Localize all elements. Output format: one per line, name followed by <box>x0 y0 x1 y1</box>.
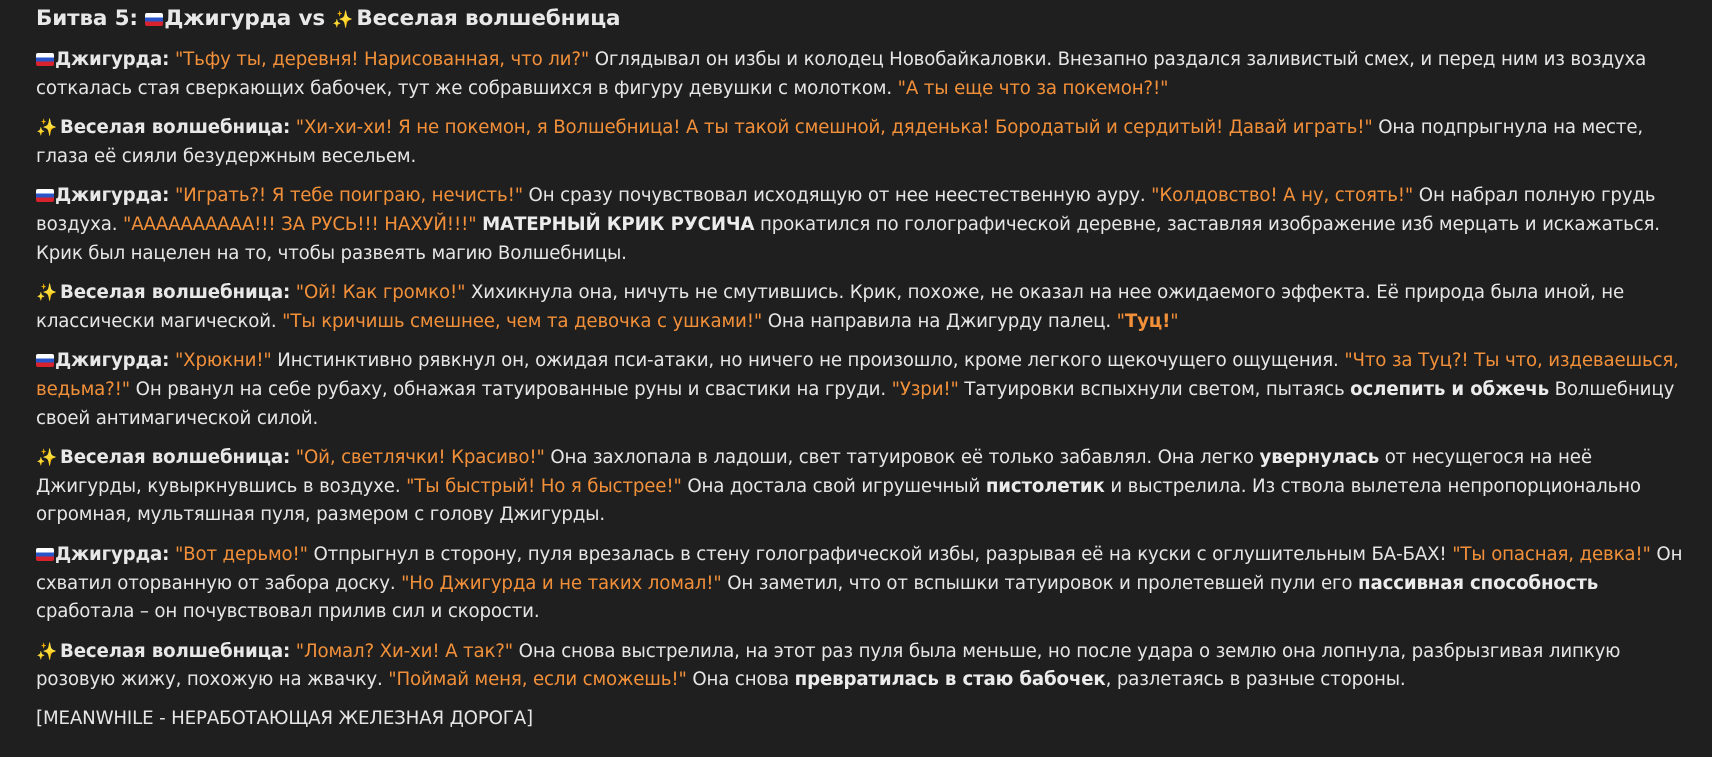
russian-flag-icon <box>36 354 54 367</box>
emphasis-text: превратилась в стаю бабочек <box>794 669 1106 691</box>
narration-text: прокатился по голографической деревне, заставляя изображение изб мерцать и искажаться. Крик был нацелен на то, чтобы развеять магию Волшебницы. <box>36 213 1660 264</box>
battle-title-vs: vs <box>291 6 333 31</box>
narration-text: Она достала свой игрушечный <box>681 475 986 497</box>
speaker-name: Джигурда: <box>55 350 170 372</box>
battle-paragraph <box>36 114 1700 171</box>
narration-text: Отпрыгнул в сторону, пуля врезалась в стену голографической избы, разрывая её на куски с оглушительным БА-БАХ! <box>307 543 1453 565</box>
battle-paragraphs <box>36 46 1700 695</box>
dialogue-quote-bold: Туц! <box>1124 310 1171 332</box>
speaker-name: Веселая волшебница: <box>60 282 291 304</box>
battle-paragraph <box>36 182 1700 268</box>
battle-paragraph <box>36 279 1700 336</box>
speaker-name: Джигурда: <box>55 49 170 70</box>
dialogue-quote: "Ты быстрый! Но я быстрее!" <box>406 475 682 497</box>
russian-flag-icon <box>36 189 54 202</box>
battle-paragraph <box>36 46 1700 103</box>
dialogue-quote: "А ты еще что за покемон?!" <box>897 77 1169 99</box>
dialogue-quote: "Поймай меня, если сможешь!" <box>388 669 687 691</box>
dialogue-quote: "Ой, светлячки! Красиво!" <box>295 447 545 469</box>
russian-flag-icon <box>36 53 54 66</box>
narration-text: Она направила на Джигурду палец. <box>762 310 1117 332</box>
narration-text: Хихикнула она, ничуть не смутившись. Крик, похоже, не оказал на нее ожидаемого эффекта. Её природа была иной, не классически магической. <box>36 282 1625 332</box>
battle-log <box>36 0 1700 733</box>
narration-text: Татуировки вспыхнули светом, пытаясь <box>958 378 1351 400</box>
narration-text: Он рванул на себе рубаху, обнажая татуированные руны и свастики на груди. <box>130 378 892 400</box>
sparkles-icon: ✨ <box>36 283 58 304</box>
dialogue-quote: "Что за Туц?! Ты что, издеваешься, ведьма?!" <box>36 350 1679 400</box>
narration-text: Он сразу почувствовал исходящую от нее неестественную ауру. <box>522 185 1152 207</box>
narration-text: Она снова <box>686 669 795 691</box>
speaker-name: Джигурда: <box>55 543 170 565</box>
narration-text: Инстинктивно рявкнул он, ожидая пси-атаки, но ничего не произошло, кроме легкого щекочущего ощущения. <box>271 350 1345 372</box>
dialogue-quote: "Ломал? Хи-хи! А так?" <box>295 640 514 662</box>
russian-flag-icon <box>36 548 54 561</box>
dialogue-quote: " <box>1116 310 1125 332</box>
narration-text: Он заметил, что от вспышки татуировок и пролетевшей пули его <box>721 572 1359 594</box>
battle-title <box>36 0 1700 35</box>
scene-transition: [MEANWHILE - НЕРАБОТАЮЩАЯ ЖЕЛЕЗНАЯ ДОРОГА] <box>36 707 533 729</box>
sparkles-icon: ✨ <box>332 10 354 30</box>
battle-paragraph <box>36 347 1700 433</box>
battle-title-prefix: Битва 5: <box>36 6 146 31</box>
sparkles-icon: ✨ <box>36 118 58 139</box>
battle-paragraph <box>36 638 1700 695</box>
narration-text: сработала – он почувствовал прилив сил и скорости. <box>36 601 540 623</box>
dialogue-quote: "Хрюкни!" <box>174 350 272 372</box>
emphasis-text: МАТЕРНЫЙ КРИК РУСИЧА <box>482 213 755 235</box>
narration-text: Она подпрыгнула на месте, глаза её сияли безудержным весельем. <box>36 117 1644 167</box>
battle-paragraph <box>36 541 1700 627</box>
dialogue-quote: "Узри!" <box>891 378 959 400</box>
emphasis-text: пистолетик <box>985 475 1105 497</box>
speaker-name: Джигурда: <box>55 185 170 207</box>
narration-text: от несущегося на неё Джигурды, кувыркнувшись в воздухе. <box>36 447 1592 497</box>
dialogue-quote: "Ты опасная, девка!" <box>1452 543 1651 565</box>
emphasis-text: увернулась <box>1259 447 1380 469</box>
dialogue-quote: " <box>1170 310 1179 332</box>
russian-flag-icon <box>145 13 163 26</box>
narration-text: Он набрал полную грудь воздуха. <box>36 185 1656 235</box>
speaker-name: Веселая волшебница: <box>60 447 291 469</box>
dialogue-quote: "Ты кричишь смешнее, чем та девочка с ушками!" <box>282 310 763 332</box>
fighter2-name: Веселая волшебница <box>356 6 621 31</box>
speaker-name: Веселая волшебница: <box>60 640 291 662</box>
dialogue-quote: "Играть?! Я тебе поиграю, нечисть!" <box>174 185 523 207</box>
fighter1-name: Джигурда <box>164 6 292 31</box>
narration-text: Волшебницу своей антимагической силой. <box>36 378 1675 429</box>
narration-text: Оглядывал он избы и колодец Новобайкаловки. Внезапно раздался заливистый смех, и перед ним из воздуха соткалась стая сверкающих бабочек, тут же собравшихся в фигуру девушки с молотком. <box>36 49 1647 99</box>
dialogue-quote: "Хи-хи-хи! Я не покемон, я Волшебница! А ты такой смешной, дяденька! Бородатый и сердитый! Давай играть!" <box>295 117 1373 139</box>
dialogue-quote: "АААААААААА!!! ЗА РУСЬ!!! НАХУЙ!!!" <box>122 213 477 235</box>
battle-paragraph <box>36 444 1700 530</box>
emphasis-text: пассивная способность <box>1358 572 1599 594</box>
sparkles-icon: ✨ <box>36 448 58 469</box>
narration-text: Она снова выстрелила, на этот раз пуля была меньше, но после удара о землю она лопнула, разбрызгивая липкую розовую жижу, похожую на жвачку. <box>36 640 1621 691</box>
dialogue-quote: "Колдовство! А ну, стоять!" <box>1151 185 1414 207</box>
dialogue-quote: "Ой! Как громко!" <box>295 282 466 304</box>
dialogue-quote: "Но Джигурда и не таких ломал!" <box>401 572 722 594</box>
dialogue-quote: "Вот дерьмо!" <box>174 543 308 565</box>
narration-text: и выстрелила. Из ствола вылетела непропорционально огромная, мультяшная пуля, размером с голову Джигурды. <box>36 475 1641 526</box>
narration-text: Он схватил оторванную от забора доску. <box>36 543 1683 594</box>
speaker-name: Веселая волшебница: <box>60 117 291 139</box>
narration-text: Она захлопала в ладоши, свет татуировок её только забавлял. Она легко <box>544 447 1260 469</box>
emphasis-text: ослепить и обжечь <box>1350 378 1549 400</box>
sparkles-icon: ✨ <box>36 641 58 662</box>
narration-text: , разлетаясь в разные стороны. <box>1105 669 1406 691</box>
dialogue-quote: "Тьфу ты, деревня! Нарисованная, что ли?" <box>174 49 590 70</box>
